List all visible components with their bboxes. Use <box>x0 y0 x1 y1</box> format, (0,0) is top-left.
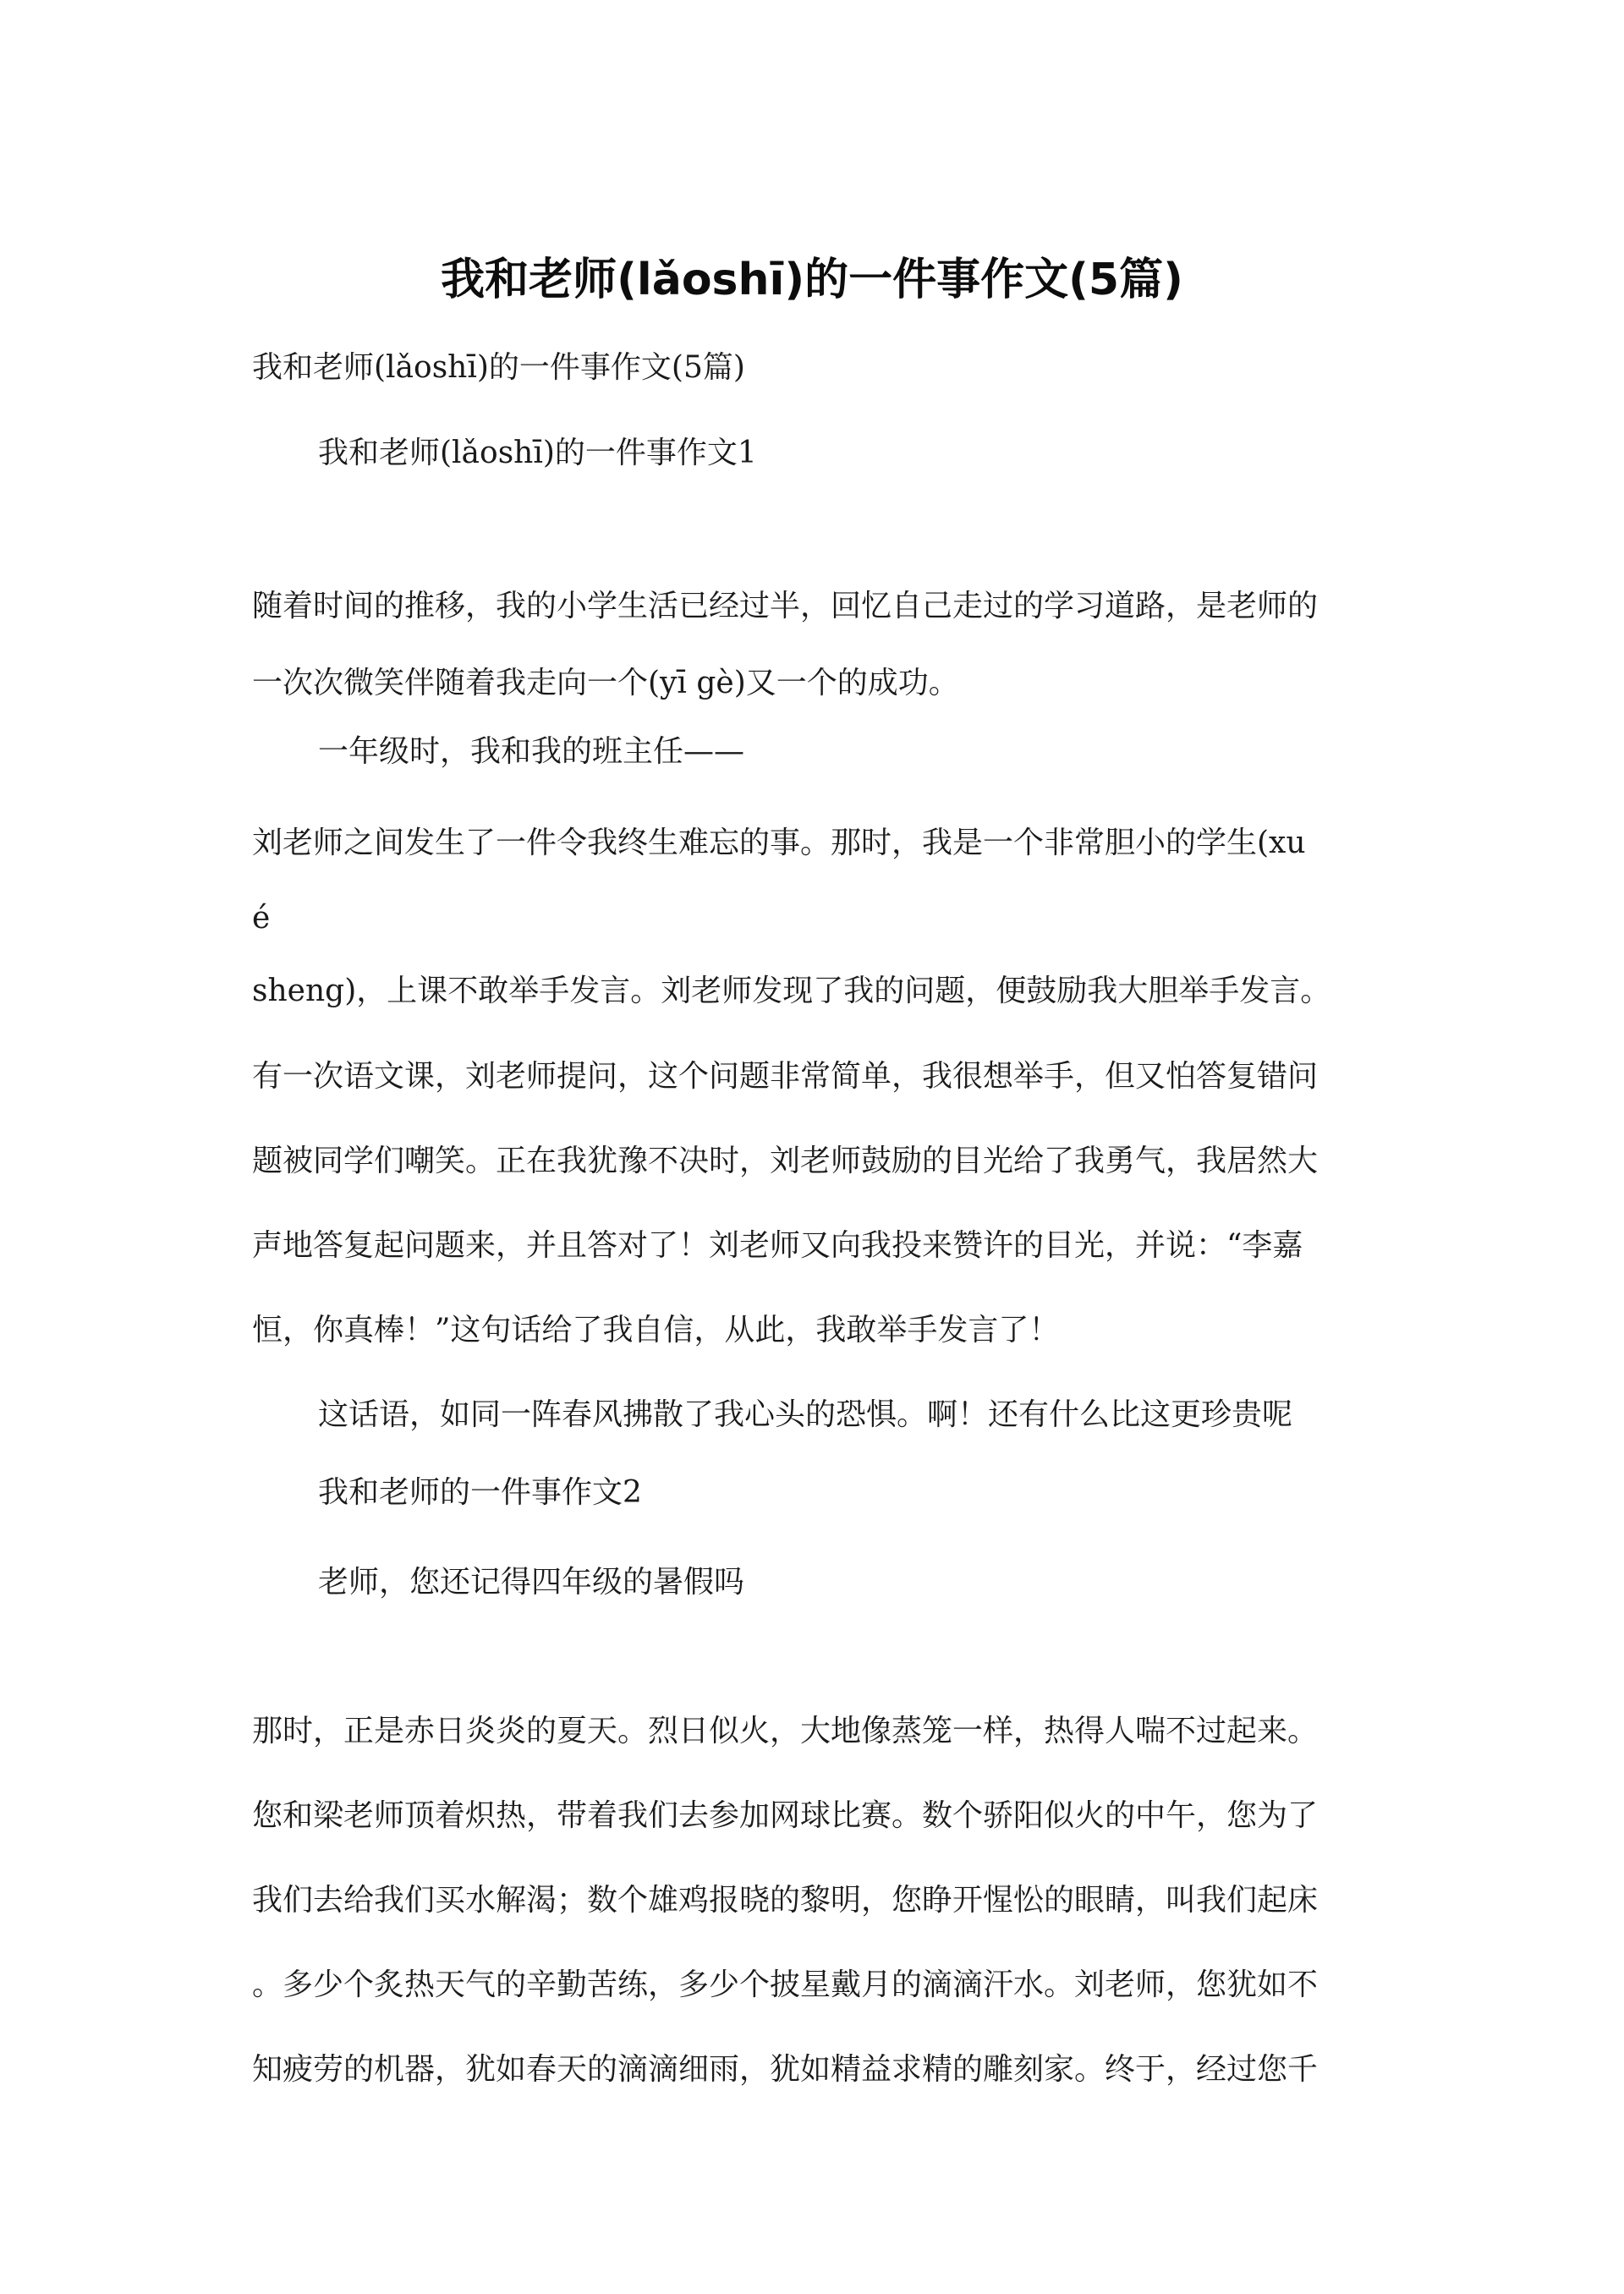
text-line: 刘老师之间发生了一件令我终生难忘的事。那时，我是一个非常胆小的学生(xu <box>252 826 1306 860</box>
text-line: 老师，您还记得四年级的暑假吗 <box>318 1565 745 1600</box>
text-line: 这话语，如同一阵春风拂散了我心头的恐惧。啊！还有什么比这更珍贵呢 <box>318 1397 1293 1432</box>
text-line: 一年级时，我和我的班主任—— <box>318 734 745 769</box>
text-line: 恒，你真棒！”这句话给了我自信，从此，我敢举手发言了！ <box>252 1313 1060 1347</box>
text-line: 我和老师(lǎoshī)的一件事作文(5篇) <box>252 350 745 385</box>
text-line: 随着时间的推移，我的小学生活已经过半，回忆自己走过的学习道路，是老师的 <box>252 589 1319 623</box>
text-line: sheng)，上课不敢举手发言。刘老师发现了我的问题，便鼓励我大胆举手发言。 <box>252 974 1331 1008</box>
essay-heading: 我和老师(lǎoshī)的一件事作文1 <box>318 436 757 470</box>
text-line: 题被同学们嘲笑。正在我犹豫不决时，刘老师鼓励的目光给了我勇气，我居然大 <box>252 1144 1319 1178</box>
text-line: 有一次语文课，刘老师提问，这个问题非常简单，我很想举手，但又怕答复错问 <box>252 1059 1319 1094</box>
text-line: 。多少个炙热天气的辛勤苦练，多少个披星戴月的滴滴汗水。刘老师，您犹如不 <box>252 1967 1319 2002</box>
text-line: é <box>252 901 271 936</box>
text-line: 知疲劳的机器，犹如春天的滴滴细雨，犹如精益求精的雕刻家。终于，经过您千 <box>252 2052 1319 2087</box>
text-line: 声地答复起问题来，并且答对了！刘老师又向我投来赞许的目光，并说：“李嘉 <box>252 1228 1303 1263</box>
text-line: 我们去给我们买水解渴；数个雄鸡报晓的黎明，您睁开惺忪的眼睛，叫我们起床 <box>252 1883 1319 1918</box>
essay-heading: 我和老师的一件事作文2 <box>318 1475 642 1510</box>
text-line: 一次次微笑伴随着我走向一个(yī gè)又一个的成功。 <box>252 666 959 700</box>
document-title: 我和老师(lǎoshī)的一件事作文(5篇) <box>441 255 1183 305</box>
text-line: 那时，正是赤日炎炎的夏天。烈日似火，大地像蒸笼一样，热得人喘不过起来。 <box>252 1714 1319 1748</box>
text-line: 您和梁老师顶着炽热，带着我们去参加网球比赛。数个骄阳似火的中午，您为了 <box>252 1798 1319 1833</box>
